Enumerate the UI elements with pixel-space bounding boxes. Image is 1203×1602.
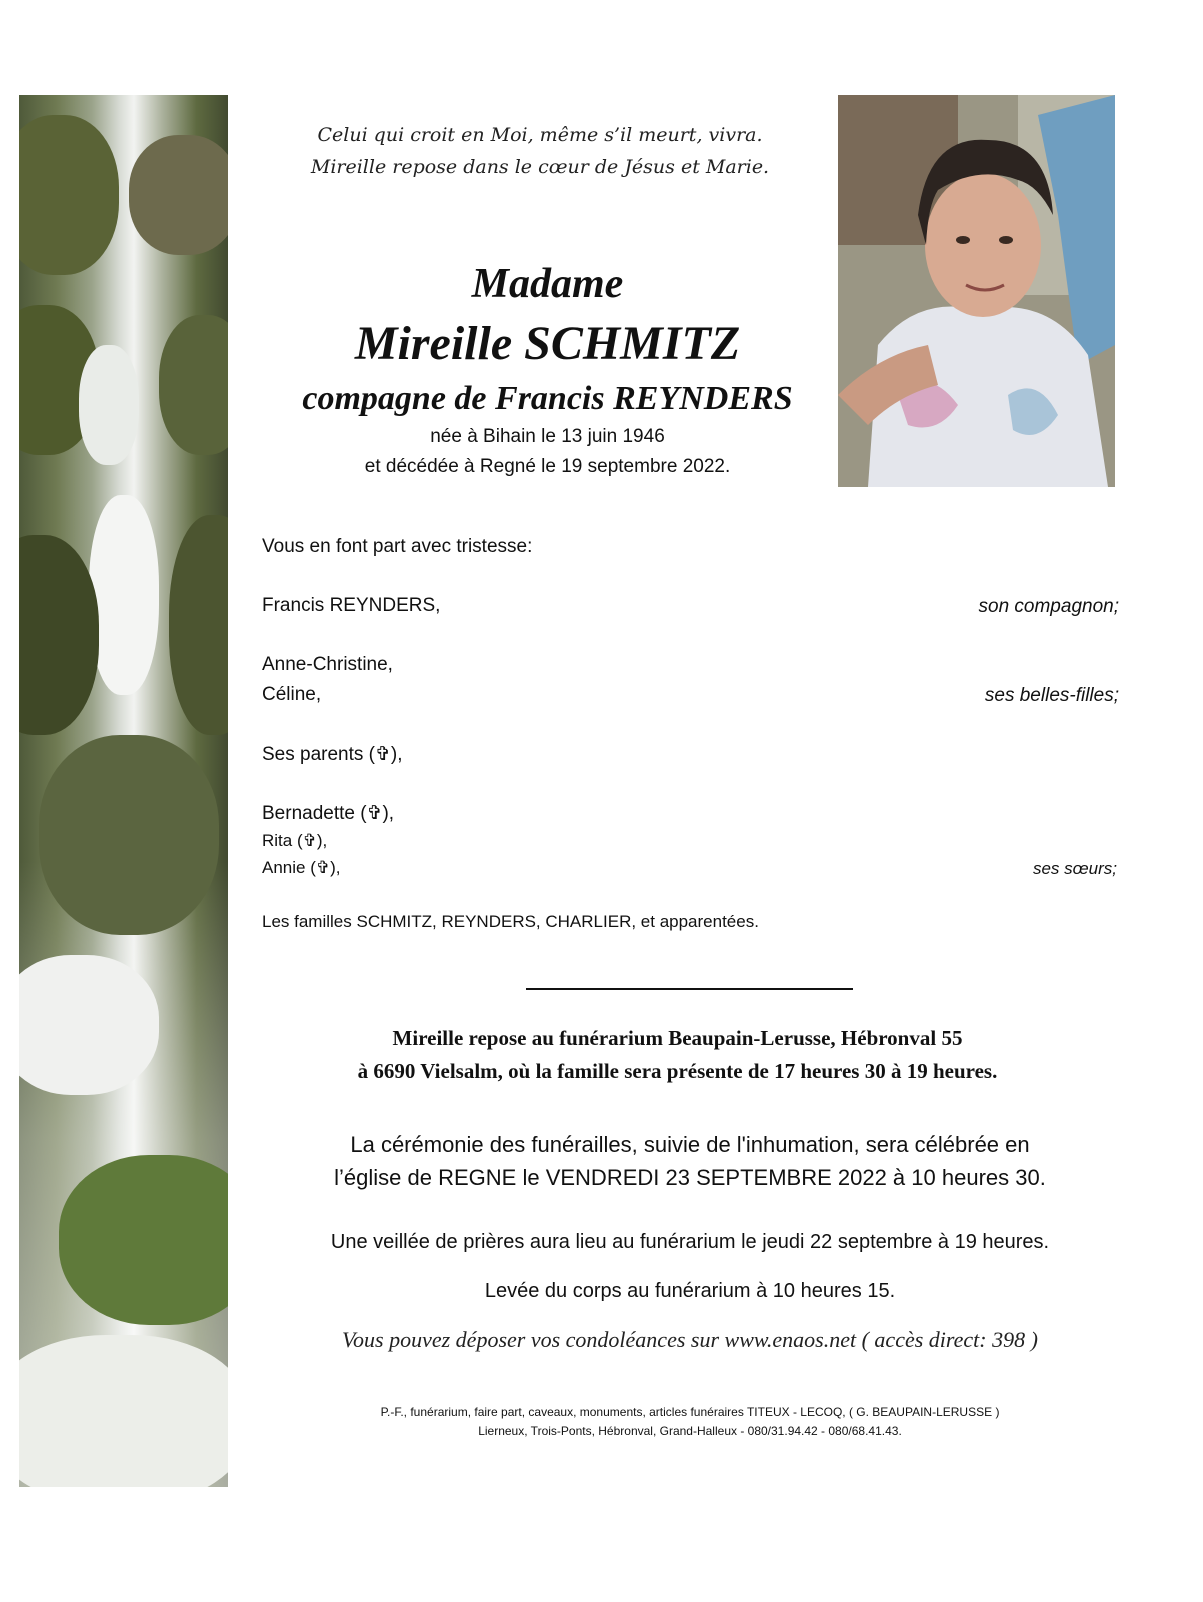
family-member: Bernadette (✞), [262,803,395,824]
family-member: Ses parents (✞), [262,744,403,765]
salutation: Madame [471,261,624,307]
family-member: Francis REYNDERS, [262,595,441,616]
levee-info: Levée du corps au funérarium à 10 heures 15. [484,1280,896,1302]
footer-line-2: Lierneux, Trois-Ponts, Hébronval, Grand-Halleux - 080/31.94.42 - 080/68.41.43. [478,1424,902,1438]
vigil-info: Une veillée de prières aura lieu au funérarium le jeudi 22 septembre à 19 heures. [330,1231,1050,1253]
deceased-relation: compagne de Francis REYNDERS [302,380,793,417]
relation-label: ses sœurs; [1032,859,1117,878]
family-member: Rita (✞), [262,831,328,850]
footer-line-1: P.-F., funérarium, faire part, caveaux, monuments, articles funéraires TITEUX - LECOQ, ( G. BEAUPAIN-LERUSSE ) [380,1405,1000,1419]
separator-line [526,988,853,990]
death-info: et décédée à Regné le 19 septembre 2022. [364,456,731,477]
relation-label: ses belles-filles; [984,685,1119,706]
repose-line-2: à 6690 Vielsalm, où la famille sera présente de 17 heures 30 à 19 heures. [357,1059,998,1083]
birth-info: née à Bihain le 13 juin 1946 [430,426,665,447]
waterfall-image [19,95,228,1487]
announcement-intro: Vous en font part avec tristesse: [262,536,533,557]
ceremony-line-2: l’église de REGNE le VENDREDI 23 SEPTEMBRE 2022 à 10 heures 30. [334,1165,1046,1190]
family-member: Anne-Christine, [262,654,393,675]
families-line: Les familles SCHMITZ, REYNDERS, CHARLIER, et apparentées. [262,912,759,931]
relation-label: son compagnon; [978,596,1119,617]
family-member: Céline, [262,684,322,705]
family-member: Annie (✞), [262,858,341,877]
deceased-name: Mireille SCHMITZ [354,317,741,370]
portrait-photo [838,95,1115,487]
quote-line-1: Celui qui croit en Moi, même s’il meurt, vivra. [317,124,763,146]
repose-line-1: Mireille repose au funérarium Beaupain-Lerusse, Hébronval 55 [392,1026,963,1050]
ceremony-line-1: La cérémonie des funérailles, suivie de l'inhumation, sera célébrée en [350,1132,1030,1157]
quote-line-2: Mireille repose dans le cœur de Jésus et Marie. [310,156,770,178]
condolences-info: Vous pouvez déposer vos condoléances sur www.enaos.net ( accès direct: 398 ) [342,1327,1038,1352]
